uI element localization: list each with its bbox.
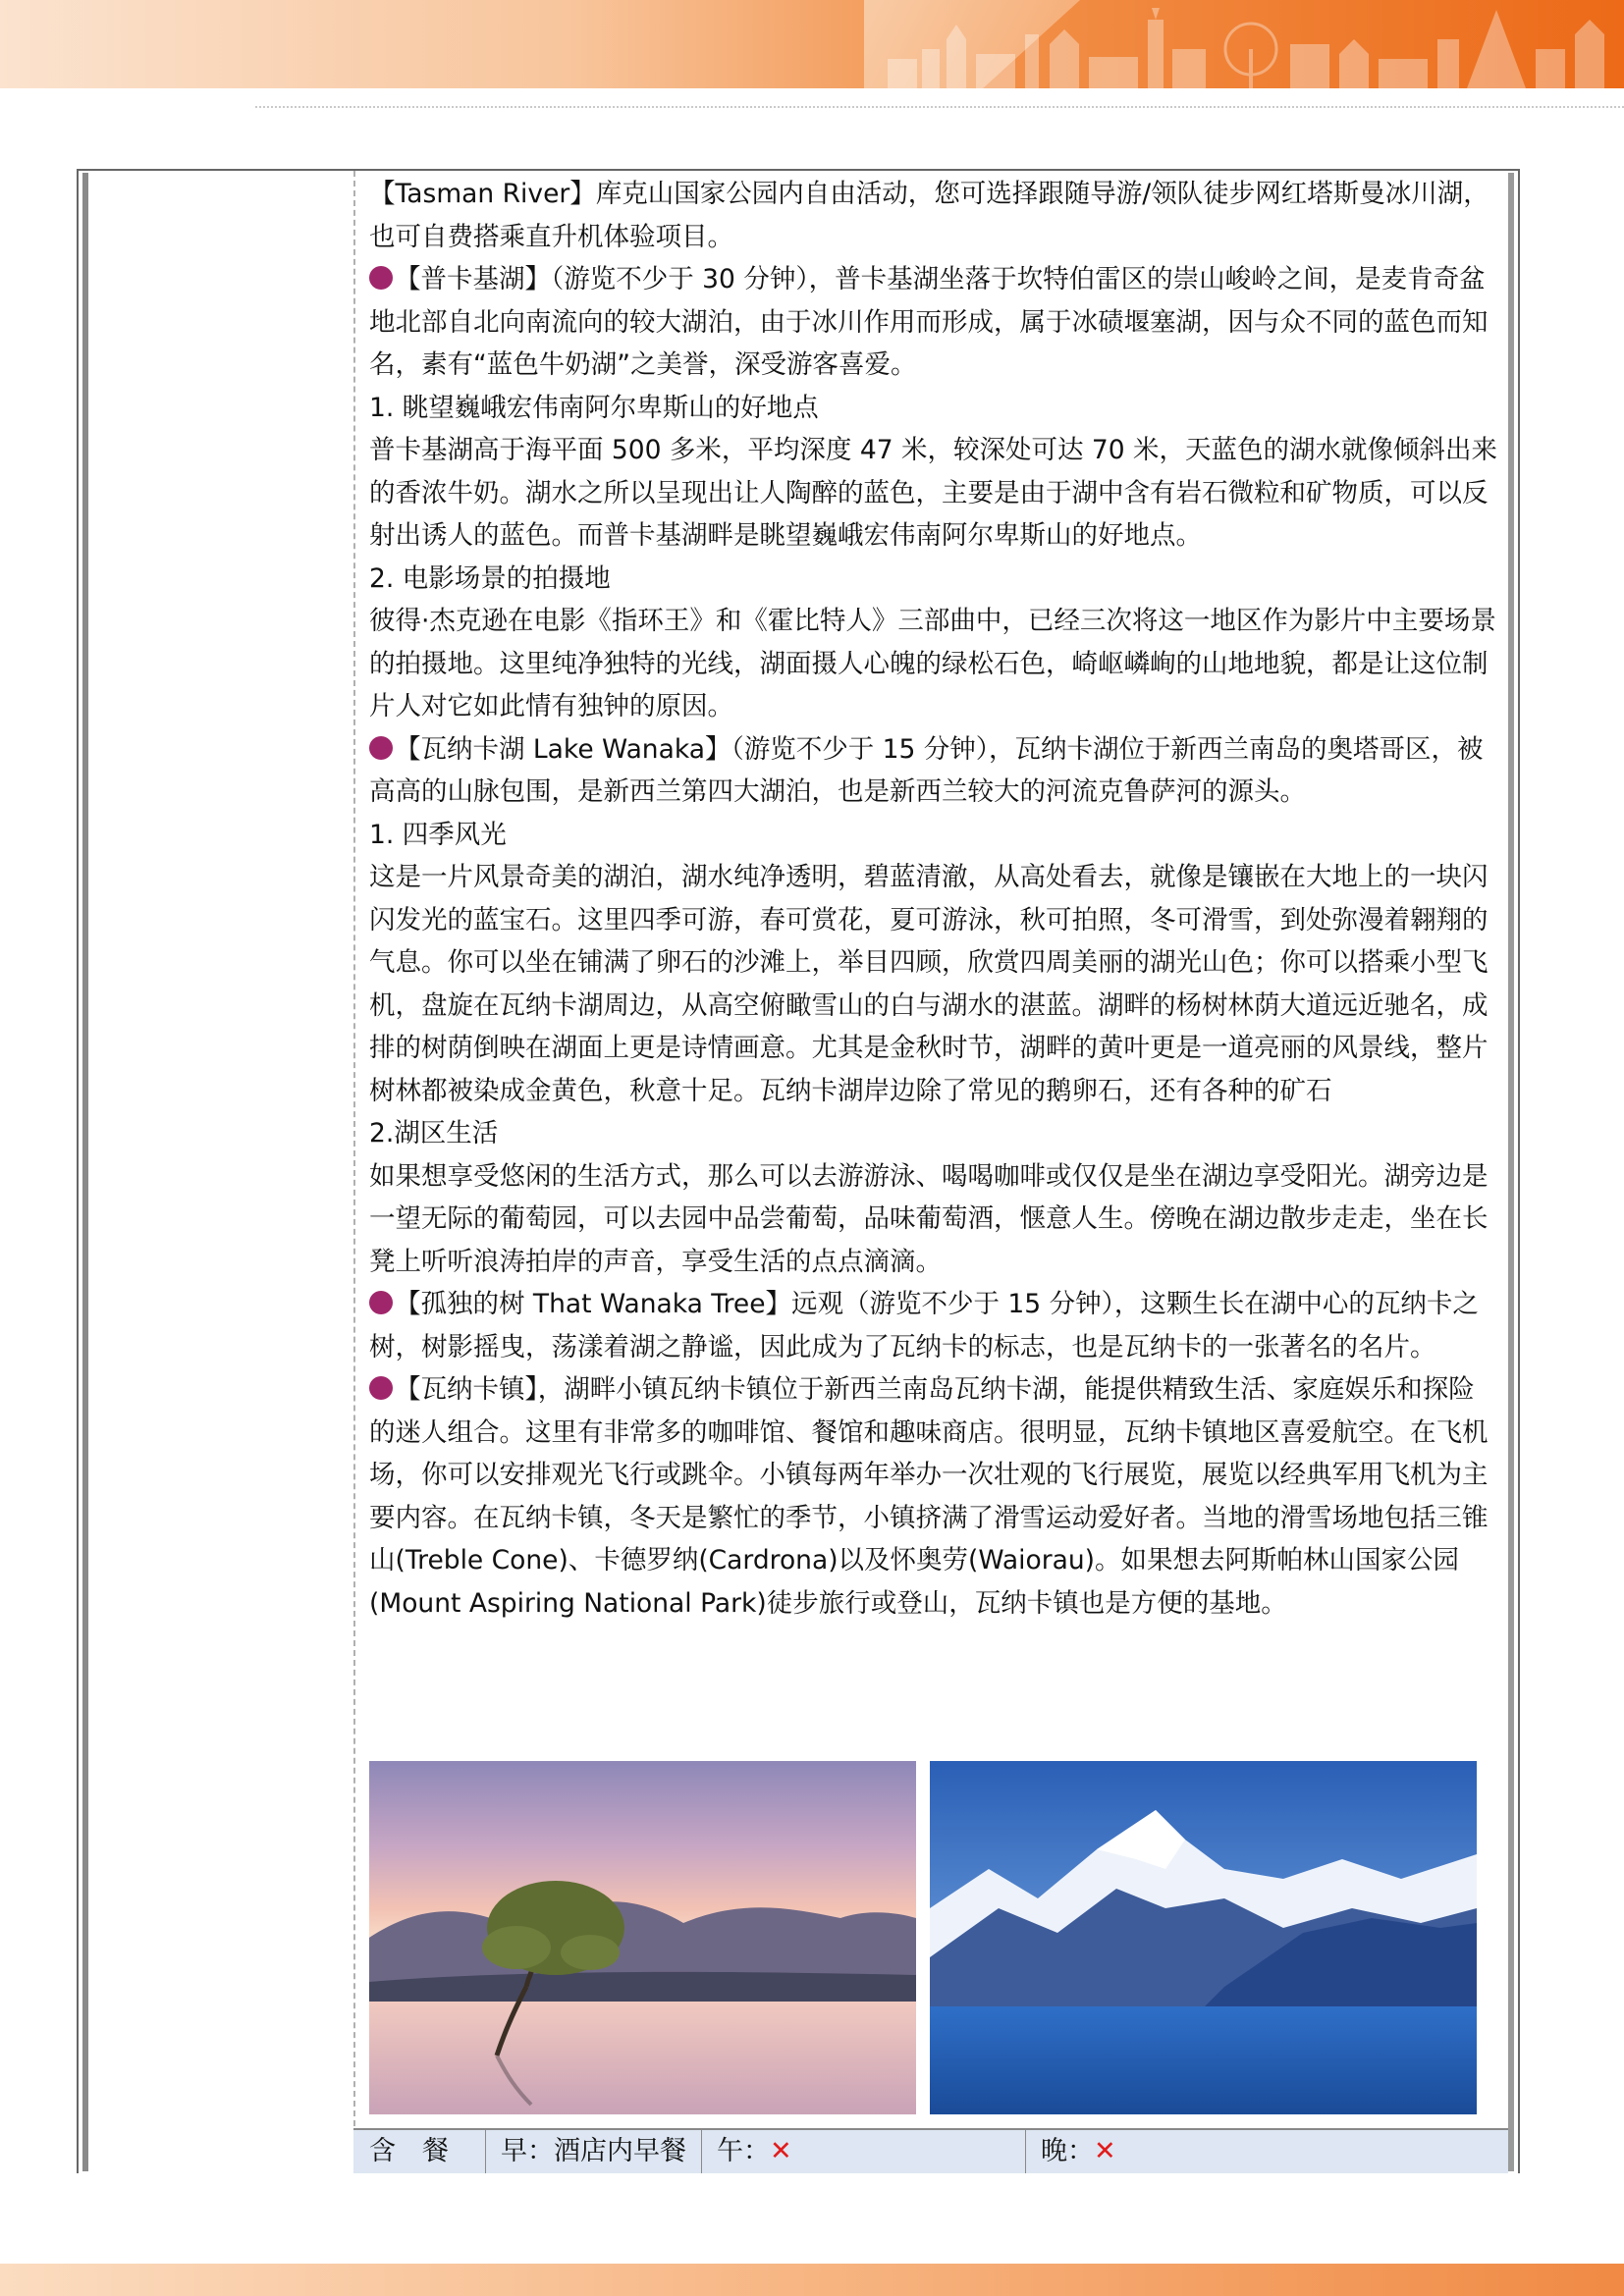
bullet-icon — [369, 1376, 393, 1400]
tasman-river-paragraph: 【Tasman River】库克山国家公园内自由活动，您可选择跟随导游/领队徒步网红塔斯曼冰川湖，也可自费搭乘直升机体验项目。 — [369, 179, 1489, 252]
wanaka-subtitle-2: 2.湖区生活 — [369, 1118, 499, 1148]
section-pukaki — [369, 258, 1498, 387]
wanaka-paragraph-1: 这是一片风景奇美的湖泊，湖水纯净透明，碧蓝清澈，从高处看去，就像是镶嵌在大地上的一块闪闪发光的蓝宝石。这里四季可游，春可赏花，夏可游泳，秋可拍照，冬可滑雪，到处弥漫着翱翔的气息。你可以坐在铺满了卵石的沙滩上，举目四顾，欣赏四周美丽的湖光山色；你可以搭乘小型飞机，盘旋在瓦纳卡湖周边，从高空俯瞰雪山的白与湖水的湛蓝。湖畔的杨树林荫大道远近驰名，成排的树荫倒映在湖面上更是诗情画意。尤其是金秋时节，湖畔的黄叶更是一道亮丽的风景线，整片树林都被染成金黄色，秋意十足。瓦纳卡湖岸边除了常见的鹅卵石，还有各种的矿石 — [369, 862, 1489, 1106]
day-description — [369, 173, 1498, 1625]
dinner-cell — [1025, 2130, 1349, 2173]
wanaka-subtitle-1: 1. 四季风光 — [369, 819, 507, 850]
bullet-icon — [369, 266, 393, 290]
header-divider — [255, 106, 1624, 108]
bullet-icon — [369, 736, 393, 760]
pukaki-subtitle-2: 2. 电影场景的拍摄地 — [369, 562, 611, 594]
breakfast-cell: 早：酒店内早餐 — [501, 2136, 686, 2166]
city-skyline-icon — [878, 0, 1624, 88]
cross-icon: ✕ — [1094, 2136, 1116, 2166]
section-wanaka-town — [369, 1368, 1498, 1625]
bullet-icon — [369, 1291, 393, 1314]
cross-icon: ✕ — [770, 2136, 792, 2166]
wanaka-tree-photo — [369, 1761, 916, 2114]
town-heading: 【瓦纳卡镇】，湖畔小镇瓦纳卡镇位于新西兰南岛瓦纳卡湖，能提供精致生活、家庭娱乐和探险的迷人组合。这里有非常多的咖啡馆、餐馆和趣味商店。很明显，瓦纳卡镇地区喜爱航空。在飞机场，你可以安排观光飞行或跳伞。小镇每两年举办一次壮观的飞行展览，展览以经典军用飞机为主要内容。在瓦纳卡镇，冬天是繁忙的季节，小镇挤满了滑雪运动爱好者。当地的滑雪场地包括三锥山(Treble Cone)、卡德罗纳(Cardrona)以及怀奥劳(Waiorau)。如果想去阿斯帕林山国家公园(Mount Aspiring National Park)徒步旅行或登山，瓦纳卡镇也是方便的基地。 — [369, 1374, 1489, 1619]
section-wanaka-tree — [369, 1283, 1498, 1368]
wanaka-heading: 【瓦纳卡湖 Lake Wanaka】（游览不少于 15 分钟），瓦纳卡湖位于新西兰南岛的奥塔哥区，被高高的山脉包围，是新西兰第四大湖泊，也是新西兰较大的河流克鲁萨河的源头。 — [369, 733, 1484, 807]
pukaki-paragraph-1: 普卡基湖高于海平面 500 多米，平均深度 47 米，较深处可达 70 米，天蓝色的湖水就像倾斜出来的香浓牛奶。湖水之所以呈现出让人陶醉的蓝色，主要是由于湖中含有岩石微粒和矿物质，可以反射出诱人的蓝色。而普卡基湖畔是眺望巍峨宏伟南阿尔卑斯山的好地点。 — [369, 435, 1498, 551]
meals-label: 含 餐 — [369, 2136, 449, 2166]
pukaki-heading: 【普卡基湖】（游览不少于 30 分钟），普卡基湖坐落于坎特伯雷区的崇山峻岭之间，是麦肯奇盆地北部自北向南流向的较大湖泊，由于冰川作用而形成，属于冰碛堰塞湖，因与众不同的蓝色而知名，素有“蓝色牛奶湖”之美誉，深受游客喜爱。 — [369, 264, 1489, 380]
photo-row — [369, 1761, 1479, 2114]
table-right-border — [1508, 173, 1514, 2171]
meals-row — [353, 2128, 1508, 2173]
column-divider — [353, 171, 355, 2126]
dinner-label: 晚： — [1041, 2136, 1094, 2166]
lunch-cell — [701, 2130, 1025, 2173]
section-wanaka-lake — [369, 728, 1498, 814]
header-banner — [0, 0, 1624, 88]
pukaki-subtitle-1: 1. 眺望巍峨宏伟南阿尔卑斯山的好地点 — [369, 392, 819, 423]
mount-cook-photo — [930, 1761, 1477, 2114]
table-left-border — [82, 173, 88, 2171]
tree-heading: 【孤独的树 That Wanaka Tree】远观（游览不少于 15 分钟），这颗生长在湖中心的瓦纳卡之树，树影摇曳，荡漾着湖之静谧，因此成为了瓦纳卡的标志，也是瓦纳卡的一张著名的名片。 — [369, 1289, 1479, 1362]
wanaka-paragraph-2: 如果想享受悠闲的生活方式，那么可以去游游泳、喝喝咖啡或仅仅是坐在湖边享受阳光。湖旁边是一望无际的葡萄园，可以去园中品尝葡萄，品味葡萄酒，惬意人生。傍晚在湖边散步走走，坐在长凳上听听浪涛拍岸的声音，享受生活的点点滴滴。 — [369, 1160, 1489, 1277]
pukaki-paragraph-2: 彼得·杰克逊在电影《指环王》和《霍比特人》三部曲中，已经三次将这一地区作为影片中主要场景的拍摄地。这里纯净独特的光线，湖面摄人心魄的绿松石色，崎岖嶙峋的山地地貌，都是让这位制片人对它如此情有独钟的原因。 — [369, 606, 1496, 721]
footer-band — [0, 2264, 1624, 2296]
lunch-label: 午： — [717, 2136, 770, 2166]
